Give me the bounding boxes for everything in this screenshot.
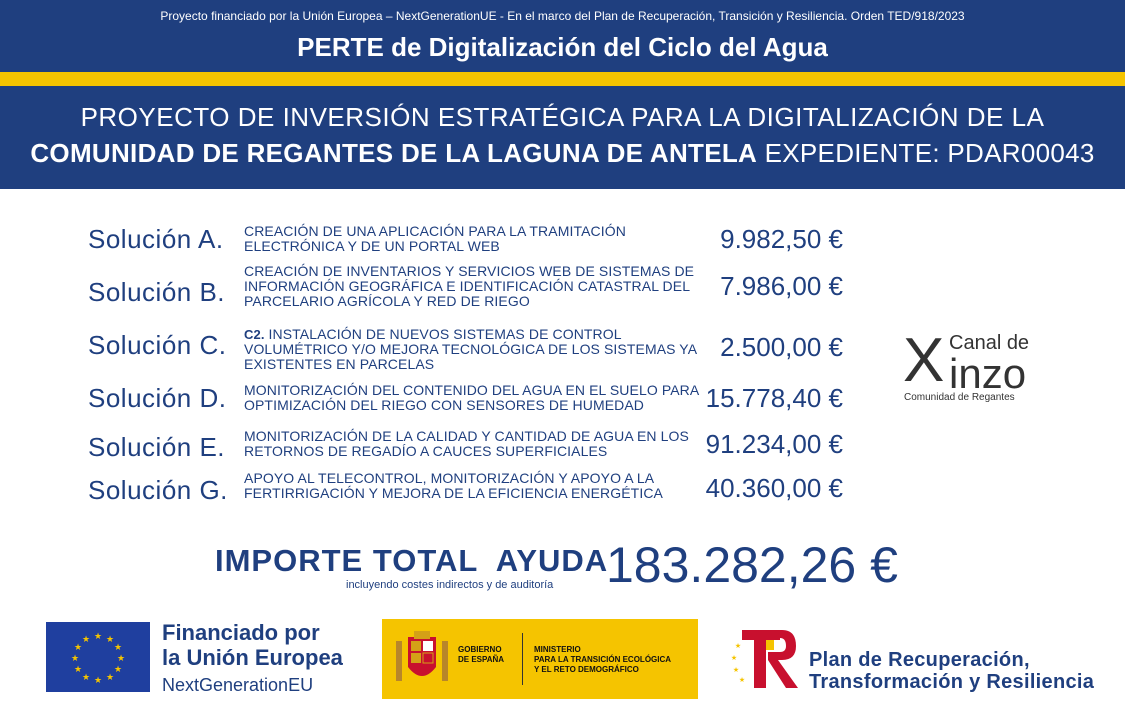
solution-amount: 7.986,00 € — [720, 271, 843, 301]
solution-amount: 91.234,00 € — [705, 429, 843, 459]
funding-note: Proyecto financiado por la Unión Europea – NextGenerationUE - En el marco del Plan de Recuperación, Transición y Resiliencia. Orden TED/918/2023 — [160, 9, 965, 23]
solution-description — [244, 429, 704, 459]
ministerio-text: MINISTERIO PARA LA TRANSICIÓN ECOLÓGICA Y EL RETO DEMOGRÁFICO — [534, 645, 672, 674]
xinzo-subtitle: Comunidad de Regantes — [904, 392, 1015, 403]
svg-text:★: ★ — [93, 632, 103, 642]
svg-text:★: ★ — [105, 635, 115, 645]
solution-amount: 15.778,40 € — [705, 383, 843, 413]
solution-description-text: INSTALACIÓN DE NUEVOS SISTEMAS DE CONTROL VOLUMÉTRICO Y/O MEJORA TECNOLÓGICA DE LOS SISTEMAS YA EXISTENTES EN PARCELAS — [244, 326, 697, 372]
svg-text:★: ★ — [81, 673, 91, 683]
plan-recuperacion-logo — [730, 626, 1095, 693]
eu-line3: NextGenerationEU — [162, 675, 314, 695]
xinzo-canal-text: Canal de — [949, 332, 1030, 354]
solution-description-text: MONITORIZACIÓN DE LA CALIDAD Y CANTIDAD DE AGUA EN LOS RETORNOS DE REGADÍO A CAUCES SUPERFICIALES — [244, 428, 689, 459]
svg-text:★: ★ — [93, 676, 103, 686]
solution-label: Solución D. — [88, 383, 227, 413]
solution-description — [244, 224, 704, 254]
gobierno-text: GOBIERNO DE ESPAÑA — [458, 645, 505, 664]
solution-label: Solución C. — [88, 330, 227, 360]
community-name: COMUNIDAD DE REGANTES DE LA LAGUNA DE ANTELA — [30, 138, 758, 168]
solution-label: Solución A. — [88, 224, 224, 254]
xinzo-inzo-text: inzo — [949, 350, 1027, 397]
svg-text:★: ★ — [734, 642, 742, 650]
solution-amount: 9.982,50 € — [720, 224, 843, 254]
svg-text:★: ★ — [732, 666, 740, 674]
svg-text:★: ★ — [113, 665, 123, 675]
solution-label: Solución B. — [88, 277, 226, 307]
solution-label: Solución E. — [88, 432, 226, 462]
solution-description-text: APOYO AL TELECONTROL, MONITORIZACIÓN Y APOYO A LA FERTIRRIGACIÓN Y MEJORA DE LA EFICIENCIA ENERGÉTICA — [244, 470, 663, 501]
prtr-line1: Plan de Recuperación, — [809, 649, 1030, 671]
coat-of-arms-icon — [394, 627, 450, 691]
solution-description-text: CREACIÓN DE UNA APLICACIÓN PARA LA TRAMITACIÓN ELECTRÓNICA Y DE UN PORTAL WEB — [244, 223, 626, 254]
gobierno-espana-logo — [382, 619, 698, 699]
svg-text:★: ★ — [116, 654, 126, 664]
solution-label: Solución G. — [88, 475, 228, 505]
svg-text:★: ★ — [73, 665, 83, 675]
solution-prefix: C2. — [244, 327, 265, 342]
solution-description — [244, 471, 704, 501]
svg-text:★: ★ — [81, 635, 91, 645]
project-band — [0, 86, 1125, 189]
svg-text:★: ★ — [73, 643, 83, 653]
project-line1: PROYECTO DE INVERSIÓN ESTRATÉGICA PARA LA DIGITALIZACIÓN DE LA — [80, 102, 1045, 132]
prtr-tr-icon — [730, 626, 802, 692]
solution-description-text: CREACIÓN DE INVENTARIOS Y SERVICIOS WEB DE SISTEMAS DE INFORMACIÓN GEOGRÁFICA E IDENTIFICACIÓN CATASTRAL DEL PARCELARIO AGRÍCOLA Y RED DE RIEGO — [244, 263, 695, 309]
solution-amount: 2.500,00 € — [720, 332, 843, 362]
solution-description — [244, 383, 704, 413]
page-title: PERTE de Digitalización del Ciclo del Agua — [297, 32, 828, 62]
yellow-divider — [0, 72, 1125, 86]
canal-de-xinzo-logo — [903, 326, 1043, 408]
project-line2 — [0, 138, 1125, 169]
eu-line2: la Unión Europea — [162, 645, 343, 670]
xinzo-x-letter: X — [903, 326, 945, 395]
eu-funding-logo — [46, 620, 366, 698]
eu-stars-icon — [46, 622, 150, 692]
svg-text:★: ★ — [738, 676, 746, 684]
svg-text:★: ★ — [730, 654, 738, 662]
svg-text:★: ★ — [105, 673, 115, 683]
eu-line1: Financiado por — [162, 620, 320, 645]
expediente: EXPEDIENTE: PDAR00043 — [757, 138, 1095, 168]
prtr-line2: Transformación y Resiliencia — [809, 671, 1095, 693]
header-band — [0, 0, 1125, 72]
total-note: incluyendo costes indirectos y de auditoría — [346, 579, 554, 591]
solution-description-text: MONITORIZACIÓN DEL CONTENIDO DEL AGUA EN EL SUELO PARA OPTIMIZACIÓN DEL RIEGO CON SENSORES DE HUMEDAD — [244, 382, 699, 413]
total-amount: 183.282,26 € — [606, 537, 898, 593]
gov-divider — [522, 633, 523, 685]
solution-description — [244, 327, 704, 372]
eu-flag-icon — [46, 622, 150, 692]
solution-amount: 40.360,00 € — [705, 473, 843, 503]
total-label: IMPORTE TOTAL AYUDA — [215, 543, 609, 578]
solution-description — [244, 264, 704, 309]
svg-text:★: ★ — [70, 654, 80, 664]
svg-text:★: ★ — [113, 643, 123, 653]
